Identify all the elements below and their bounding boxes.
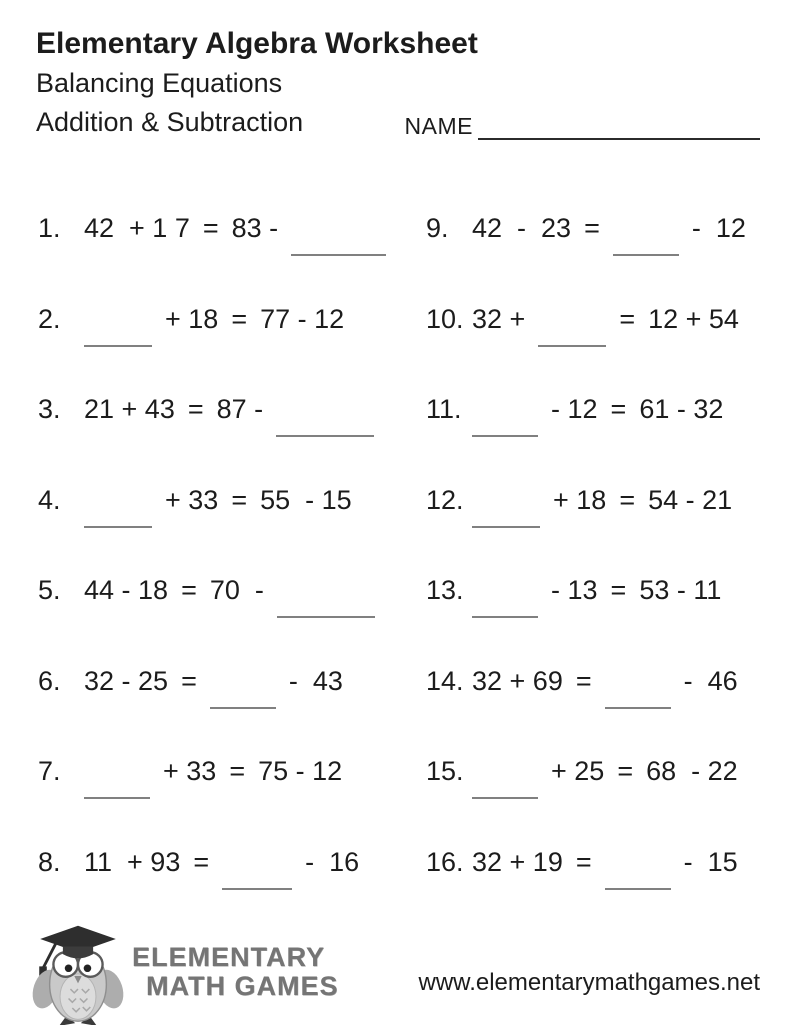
equation-text: = (610, 394, 627, 424)
name-field (405, 112, 760, 142)
logo-text-line1: ELEMENTARY (132, 942, 326, 972)
equation-text: = (187, 394, 204, 424)
answer-blank (210, 666, 276, 709)
equation-text: - 43 (288, 665, 343, 696)
equation-text: = (575, 846, 592, 877)
equation-text: 83 - (231, 213, 279, 243)
equation-text: - 46 (683, 665, 738, 696)
equation-text: = (619, 303, 636, 334)
problem-number: 15. (426, 756, 464, 786)
equation-text: = (202, 213, 219, 243)
equation-text: 55 - 15 (260, 484, 352, 515)
problem-9 (426, 213, 770, 304)
problem-number: 14. (426, 665, 464, 696)
equation-text: 32 + 19 (472, 846, 563, 877)
problem-16 (426, 847, 770, 938)
equation-text: + 18 (553, 484, 607, 515)
problem-12 (426, 485, 770, 576)
equation-text: + 33 (165, 484, 219, 515)
problem-number: 8. (38, 846, 61, 877)
website-url: www.elementarymathgames.net (418, 969, 760, 996)
equation-text: 70 - (209, 575, 264, 605)
answer-blank (277, 575, 375, 618)
equation-text: 32 - 25 (84, 665, 169, 696)
equation-text: 32 + 69 (472, 665, 563, 696)
problem-3 (38, 394, 426, 485)
answer-blank (538, 304, 606, 347)
owl-graduation-cap-icon (28, 921, 128, 1030)
problem-number: 5. (38, 575, 61, 605)
equation-text: = (617, 756, 634, 786)
equation-text: + 25 (551, 756, 605, 786)
problem-4 (38, 485, 426, 576)
answer-blank (84, 485, 152, 528)
problem-14 (426, 666, 770, 757)
equation-text: + 18 (165, 303, 219, 334)
worksheet-header (36, 24, 760, 142)
problem-13 (426, 575, 770, 666)
equation-text: = (229, 756, 246, 786)
problem-6 (38, 666, 426, 757)
name-blank-line (478, 112, 760, 140)
worksheet-title: Elementary Algebra Worksheet (36, 27, 478, 60)
equation-text: 42 + 1 7 (84, 213, 190, 243)
problem-15 (426, 756, 770, 847)
equation-text: 12 + 54 (648, 303, 739, 334)
equation-text: 21 + 43 (84, 394, 175, 424)
answer-blank (605, 666, 671, 709)
answer-blank (472, 575, 538, 618)
problem-number: 9. (426, 213, 449, 243)
problem-number: 2. (38, 303, 61, 334)
equation-text: 42 - 23 (472, 213, 572, 243)
problem-number: 4. (38, 484, 61, 515)
equation-text: 75 - 12 (258, 756, 343, 786)
problem-10 (426, 304, 770, 395)
equation-text: 87 - (216, 394, 264, 424)
equation-text: - 15 (683, 846, 738, 877)
problem-number: 12. (426, 484, 464, 515)
answer-blank (84, 304, 152, 347)
answer-blank (472, 756, 538, 799)
problem-number: 1. (38, 213, 61, 243)
equation-text: 11 + 93 (84, 846, 181, 877)
elementary-math-games-logo (28, 921, 339, 1030)
equation-text: - 13 (551, 575, 598, 605)
equation-text: = (193, 846, 210, 877)
answer-blank (84, 756, 150, 799)
problems-grid (38, 213, 770, 937)
problem-number: 16. (426, 846, 464, 877)
problem-2 (38, 304, 426, 395)
equation-text: 44 - 18 (84, 575, 169, 605)
logo-text-line2: MATH GAMES (146, 971, 339, 1001)
equation-text: 77 - 12 (260, 303, 345, 334)
equation-text: = (181, 575, 197, 605)
equation-text: = (619, 484, 636, 515)
equation-text: + 33 (163, 756, 217, 786)
problem-11 (426, 394, 770, 485)
answer-blank (613, 213, 679, 256)
worksheet-subtitle-topic: Balancing Equations (36, 68, 283, 98)
equation-text: = (610, 575, 627, 605)
equation-text: - 16 (305, 846, 360, 877)
answer-blank (222, 847, 292, 890)
answer-blank (291, 213, 386, 256)
problem-number: 11. (426, 394, 462, 424)
answer-blank (472, 485, 540, 528)
problem-7 (38, 756, 426, 847)
problem-1 (38, 213, 426, 304)
worksheet-subtitle-operations: Addition & Subtraction (36, 107, 304, 137)
answer-blank (605, 847, 671, 890)
problem-number: 6. (38, 665, 61, 696)
equation-text: - 12 (551, 394, 598, 424)
equation-text: = (231, 484, 248, 515)
equation-text: 53 - 11 (639, 575, 722, 605)
problem-number: 7. (38, 756, 61, 786)
equation-text: = (231, 303, 248, 334)
problem-number: 10. (426, 303, 464, 334)
worksheet-footer (28, 925, 760, 1025)
answer-blank (276, 394, 374, 437)
problem-5 (38, 575, 426, 666)
equation-text: = (584, 213, 600, 243)
equation-text: = (575, 665, 592, 696)
name-label: NAME (404, 113, 473, 139)
equation-text: 54 - 21 (648, 484, 733, 515)
answer-blank (472, 394, 538, 437)
problem-number: 13. (426, 575, 464, 605)
equation-text: - 12 (691, 213, 746, 243)
equation-text: = (181, 665, 197, 696)
equation-text: 68 - 22 (646, 756, 738, 786)
logo-text (132, 943, 339, 1001)
equation-text: 61 - 32 (639, 394, 724, 424)
problem-number: 3. (38, 394, 61, 424)
equation-text: 32 + (472, 303, 526, 334)
